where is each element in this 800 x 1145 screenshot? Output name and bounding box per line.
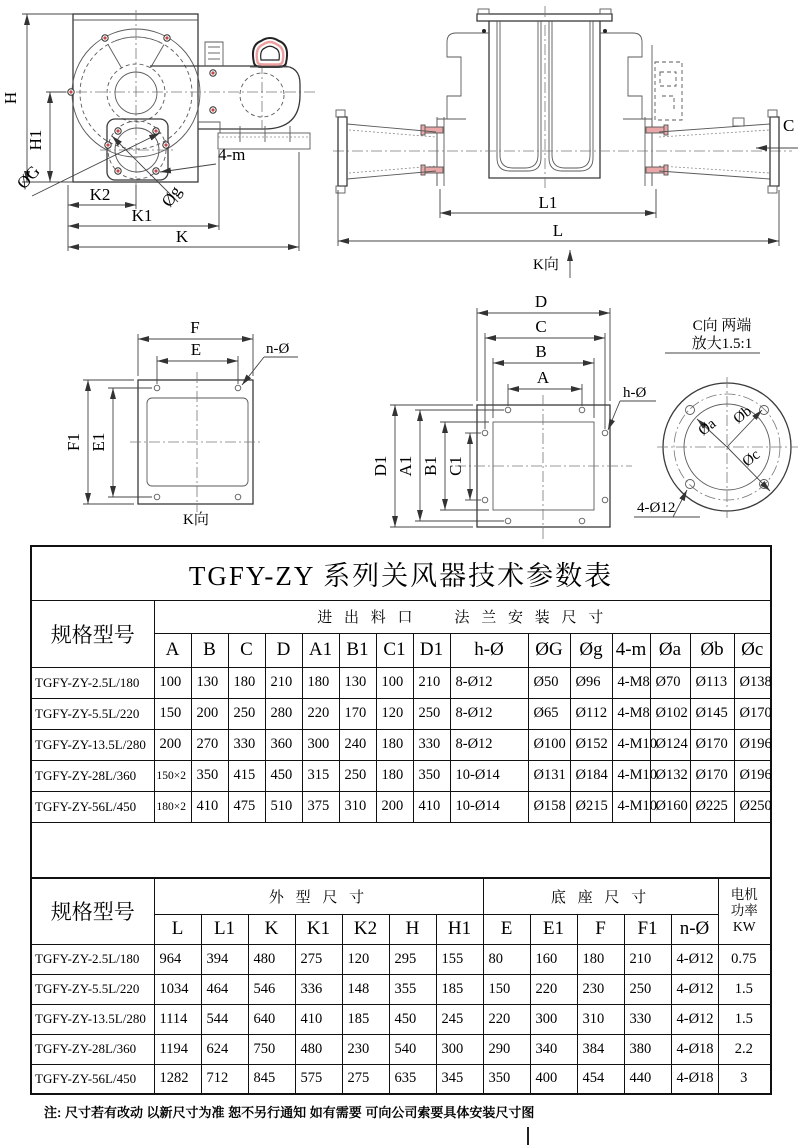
col-B: B (191, 633, 228, 667)
dim-label-C1: C1 (446, 456, 465, 476)
cell: 340 (530, 1034, 577, 1064)
base-dimensions (64, 318, 298, 528)
table-title: TGFY-ZY 系列关风器技术参数表 (31, 546, 771, 600)
table-row (31, 791, 771, 822)
cell: 290 (483, 1034, 530, 1064)
cell: 210 (624, 944, 671, 974)
cell: Ø184 (570, 760, 612, 791)
model-cell: TGFY-ZY-28L/360 (31, 1034, 154, 1064)
cell: 220 (483, 1004, 530, 1034)
col-Oa: Øa (650, 633, 690, 667)
cell: 120 (376, 698, 413, 729)
cell: 210 (265, 667, 302, 698)
cell: 475 (228, 791, 265, 822)
cell: 540 (389, 1034, 436, 1064)
cell: 315 (302, 760, 339, 791)
side-view-dimensions (338, 189, 779, 278)
cell: 410 (413, 791, 450, 822)
cell: 250 (413, 698, 450, 729)
cell: 712 (201, 1064, 248, 1094)
col-K1: K1 (295, 914, 342, 944)
cell: 280 (265, 698, 302, 729)
base-group-header: 底 座 尺 寸 (483, 878, 718, 914)
motor-power-cell: 0.75 (718, 944, 771, 974)
model-cell: TGFY-ZY-13.5L/280 (31, 1004, 154, 1034)
cell: Ø170 (734, 698, 771, 729)
dim-label-C2: C (535, 317, 547, 336)
col-F1: F1 (624, 914, 671, 944)
cell: 4-Ø12 (671, 944, 718, 974)
table-title-row (31, 546, 771, 600)
cell: 220 (302, 698, 339, 729)
col-OG: ØG (528, 633, 570, 667)
side-view-drawing (333, 6, 798, 278)
dim-label-4m: 4-m (218, 145, 246, 164)
view-label-Kdir-base: K向 (183, 512, 209, 528)
spec-model-header: 规格型号 (31, 600, 154, 667)
cell: 350 (413, 760, 450, 791)
cell: 180×2 (154, 791, 191, 822)
cell: 964 (154, 944, 201, 974)
cell: 845 (248, 1064, 295, 1094)
motor-line: 功率 (730, 903, 758, 919)
cell: 355 (389, 974, 436, 1004)
motor-power-cell: 1.5 (718, 974, 771, 1004)
view-title-line2: 放大1.5:1 (691, 336, 753, 352)
cell: Ø196 (734, 729, 771, 760)
cell: 180 (376, 729, 413, 760)
cell: Ø65 (528, 698, 570, 729)
cell: Ø100 (528, 729, 570, 760)
cell: 250 (228, 698, 265, 729)
dim-label-hO: h-Ø (623, 385, 647, 401)
col-C: C (228, 633, 265, 667)
port-dimensions (371, 292, 656, 527)
model-cell: TGFY-ZY-13.5L/280 (31, 729, 154, 760)
cell: 4-Ø18 (671, 1064, 718, 1094)
flange-spec-table (30, 545, 772, 880)
stem-block (205, 42, 223, 66)
overall-dimensions-table (30, 877, 772, 1095)
col-L1: L1 (201, 914, 248, 944)
cell: 8-Ø12 (450, 667, 528, 698)
cell: 464 (201, 974, 248, 1004)
cell: 360 (265, 729, 302, 760)
cell: 394 (201, 944, 248, 974)
fold-mark (527, 1127, 529, 1145)
cell: Ø170 (690, 729, 734, 760)
cell: 1282 (154, 1064, 201, 1094)
col-hO: h-Ø (450, 633, 528, 667)
dim-label-K2: K2 (89, 185, 111, 204)
cell: 250 (624, 974, 671, 1004)
dim-label-B: B (535, 342, 547, 361)
cell: 310 (577, 1004, 624, 1034)
cell: 300 (302, 729, 339, 760)
spec-model-header: 规格型号 (31, 878, 154, 944)
table-row (31, 1064, 771, 1094)
col-F: F (577, 914, 624, 944)
cell: Ø132 (650, 760, 690, 791)
col-4m: 4-m (612, 633, 650, 667)
base-flange-view (64, 318, 298, 528)
motor-line: KW (733, 919, 756, 935)
col-D: D (265, 633, 302, 667)
cell: 185 (342, 1004, 389, 1034)
cell: 635 (389, 1064, 436, 1094)
footnote: 注: 尺寸若有改动 以新尺寸为准 恕不另行通知 如有需要 可向公司索要具体安装尺寸图 (44, 1105, 535, 1120)
cell: Ø124 (650, 729, 690, 760)
joint-bolts (421, 125, 668, 175)
cell: 546 (248, 974, 295, 1004)
model-cell: TGFY-ZY-56L/450 (31, 1064, 154, 1094)
motor-box (652, 45, 682, 130)
cell: 250 (339, 760, 376, 791)
cell: 8-Ø12 (450, 729, 528, 760)
col-E: E (483, 914, 530, 944)
motor-power-cell: 1.5 (718, 1004, 771, 1034)
flange-group-header: 进 出 料 口 法 兰 安 装 尺 寸 (154, 600, 771, 633)
dim-label-A: A (536, 368, 550, 387)
cell: 120 (342, 944, 389, 974)
dim-label-4O12: 4-Ø12 (637, 500, 676, 516)
cell: 380 (624, 1034, 671, 1064)
right-pipe (659, 110, 779, 193)
col-E1: E1 (530, 914, 577, 944)
end-flange-view (634, 317, 798, 518)
table-row (31, 729, 771, 760)
cell: Ø158 (528, 791, 570, 822)
cell: 155 (436, 944, 483, 974)
dim-label-D: D (534, 292, 548, 311)
cell: 310 (339, 791, 376, 822)
cell: 240 (339, 729, 376, 760)
dim-label-Oc: Øc (739, 446, 764, 471)
dim-label-B1: B1 (421, 456, 440, 476)
motor-line: 电机 (730, 887, 758, 903)
col-A1: A1 (302, 633, 339, 667)
cell: 8-Ø12 (450, 698, 528, 729)
cell: 750 (248, 1034, 295, 1064)
dim-label-F: F (190, 318, 200, 337)
table-row (31, 1034, 771, 1064)
cell: 200 (191, 698, 228, 729)
cell: 384 (577, 1034, 624, 1064)
dim-label-Og: Øg (157, 182, 186, 211)
cell: 130 (191, 667, 228, 698)
cell: Ø145 (690, 698, 734, 729)
col-K2: K2 (342, 914, 389, 944)
col-C1: C1 (376, 633, 413, 667)
cell: 200 (154, 729, 191, 760)
motor-power-cell: 2.2 (718, 1034, 771, 1064)
table-row (31, 1004, 771, 1034)
col-A: A (154, 633, 191, 667)
cell: 4-Ø18 (671, 1034, 718, 1064)
cell: 400 (530, 1064, 577, 1094)
drive-flange (100, 119, 175, 180)
dim-label-Oa: Øa (695, 415, 720, 440)
cell: 220 (530, 974, 577, 1004)
cell: 575 (295, 1064, 342, 1094)
cell: 230 (577, 974, 624, 1004)
cell: 345 (436, 1064, 483, 1094)
cell: 330 (228, 729, 265, 760)
cell: 300 (530, 1004, 577, 1034)
model-cell: TGFY-ZY-28L/360 (31, 760, 154, 791)
cell: 510 (265, 791, 302, 822)
port-holes (482, 407, 608, 524)
cell: 410 (295, 1004, 342, 1034)
col-Ob: Øb (690, 633, 734, 667)
cell: Ø131 (528, 760, 570, 791)
dim-label-F1: F1 (64, 433, 83, 451)
cell: 180 (577, 944, 624, 974)
cell: Ø112 (570, 698, 612, 729)
group-header-row (31, 878, 771, 914)
cell: 480 (248, 944, 295, 974)
cell: 230 (342, 1034, 389, 1064)
cell: 275 (295, 944, 342, 974)
dim-label-OG: ØG (13, 161, 44, 193)
cell: 10-Ø14 (450, 760, 528, 791)
cell: 160 (530, 944, 577, 974)
cell: Ø250 (734, 791, 771, 822)
cell: 200 (376, 791, 413, 822)
dim-label-A1: A1 (396, 455, 415, 477)
col-H: H (389, 914, 436, 944)
cell: 245 (436, 1004, 483, 1034)
cell: 450 (265, 760, 302, 791)
col-D1: D1 (413, 633, 450, 667)
cell: 4-Ø12 (671, 974, 718, 1004)
cell: 4-M10 (612, 729, 650, 760)
cell: 295 (389, 944, 436, 974)
cell: 148 (342, 974, 389, 1004)
model-cell: TGFY-ZY-5.5L/220 (31, 698, 154, 729)
cell: Ø196 (734, 760, 771, 791)
base-holes (154, 385, 241, 500)
cell: 454 (577, 1064, 624, 1094)
cell: 410 (191, 791, 228, 822)
bolt-dots (68, 35, 216, 174)
cell: 80 (483, 944, 530, 974)
cell: 4-M8 (612, 667, 650, 698)
empty-row (31, 822, 771, 879)
cell: 350 (483, 1064, 530, 1094)
cell: 440 (624, 1064, 671, 1094)
cell: 300 (436, 1034, 483, 1064)
cell: 4-M10 (612, 791, 650, 822)
cell: 100 (376, 667, 413, 698)
model-cell: TGFY-ZY-56L/450 (31, 791, 154, 822)
dim-label-E: E (190, 340, 202, 359)
cell: 450 (389, 1004, 436, 1034)
table-row (31, 698, 771, 729)
col-H1: H1 (436, 914, 483, 944)
group-header-row (31, 600, 771, 633)
table-row (31, 974, 771, 1004)
view-title-line1: C向 两端 (692, 318, 752, 334)
cell: Ø160 (650, 791, 690, 822)
cell: Ø225 (690, 791, 734, 822)
dim-label-D1: D1 (371, 455, 390, 477)
table-row (31, 760, 771, 791)
cell: 415 (228, 760, 265, 791)
empty-cell (31, 822, 771, 879)
cell: 170 (339, 698, 376, 729)
cell: 210 (413, 667, 450, 698)
cell: 180 (302, 667, 339, 698)
cell: 10-Ø14 (450, 791, 528, 822)
cell: 544 (201, 1004, 248, 1034)
model-cell: TGFY-ZY-5.5L/220 (31, 974, 154, 1004)
cell: 150 (483, 974, 530, 1004)
cell: 624 (201, 1034, 248, 1064)
cell: 1034 (154, 974, 201, 1004)
col-L: L (154, 914, 201, 944)
dim-label-K: K (175, 227, 189, 246)
cell: 150 (154, 698, 191, 729)
cell: Ø152 (570, 729, 612, 760)
cell: 100 (154, 667, 191, 698)
cell: Ø70 (650, 667, 690, 698)
cell: 1114 (154, 1004, 201, 1034)
dim-label-H: H (1, 91, 20, 105)
port-flange-view (371, 292, 656, 540)
dim-label-L1: L1 (538, 193, 558, 212)
cell: Ø170 (690, 760, 734, 791)
cell: 350 (191, 760, 228, 791)
model-cell: TGFY-ZY-2.5L/180 (31, 944, 154, 974)
cell: Ø50 (528, 667, 570, 698)
model-cell: TGFY-ZY-2.5L/180 (31, 667, 154, 698)
cell: 180 (376, 760, 413, 791)
cell: 480 (295, 1034, 342, 1064)
technical-drawings (0, 0, 800, 545)
cell: 4-M10 (612, 760, 650, 791)
cell: 330 (413, 729, 450, 760)
dim-label-L: L (552, 221, 564, 240)
col-K: K (248, 914, 295, 944)
cell: Ø96 (570, 667, 612, 698)
cell: Ø113 (690, 667, 734, 698)
dim-label-E1: E1 (89, 432, 108, 452)
motor-power-cell: 3 (718, 1064, 771, 1094)
left-pipe (336, 110, 436, 193)
cell: Ø138 (734, 667, 771, 698)
dim-label-Ob: Øb (730, 403, 755, 428)
cell: 275 (342, 1064, 389, 1094)
cell: 330 (624, 1004, 671, 1034)
dim-label-H1: H1 (26, 129, 45, 151)
cell: 375 (302, 791, 339, 822)
outline-group-header: 外 型 尺 寸 (154, 878, 483, 914)
col-nO: n-Ø (671, 914, 718, 944)
cell: 185 (436, 974, 483, 1004)
cell: 336 (295, 974, 342, 1004)
cell: 270 (191, 729, 228, 760)
cell: 640 (248, 1004, 295, 1034)
cell: 4-M8 (612, 698, 650, 729)
cell: 4-Ø12 (671, 1004, 718, 1034)
view-label-C: C (783, 116, 795, 135)
cell: Ø215 (570, 791, 612, 822)
cell: 180 (228, 667, 265, 698)
col-Og: Øg (570, 633, 612, 667)
front-view-drawing (1, 10, 318, 251)
table-row (31, 944, 771, 974)
view-label-Kdir: K向 (533, 257, 559, 273)
motor-power-header (718, 878, 771, 944)
lifting-handle-icon (250, 38, 290, 67)
col-Oc: Øc (734, 633, 771, 667)
dim-label-nO: n-Ø (266, 341, 290, 357)
table-row (31, 667, 771, 698)
cell: 130 (339, 667, 376, 698)
cell: 150×2 (154, 760, 191, 791)
col-B1: B1 (339, 633, 376, 667)
cell: Ø102 (650, 698, 690, 729)
dim-label-K1: K1 (131, 206, 153, 225)
cell: 1194 (154, 1034, 201, 1064)
